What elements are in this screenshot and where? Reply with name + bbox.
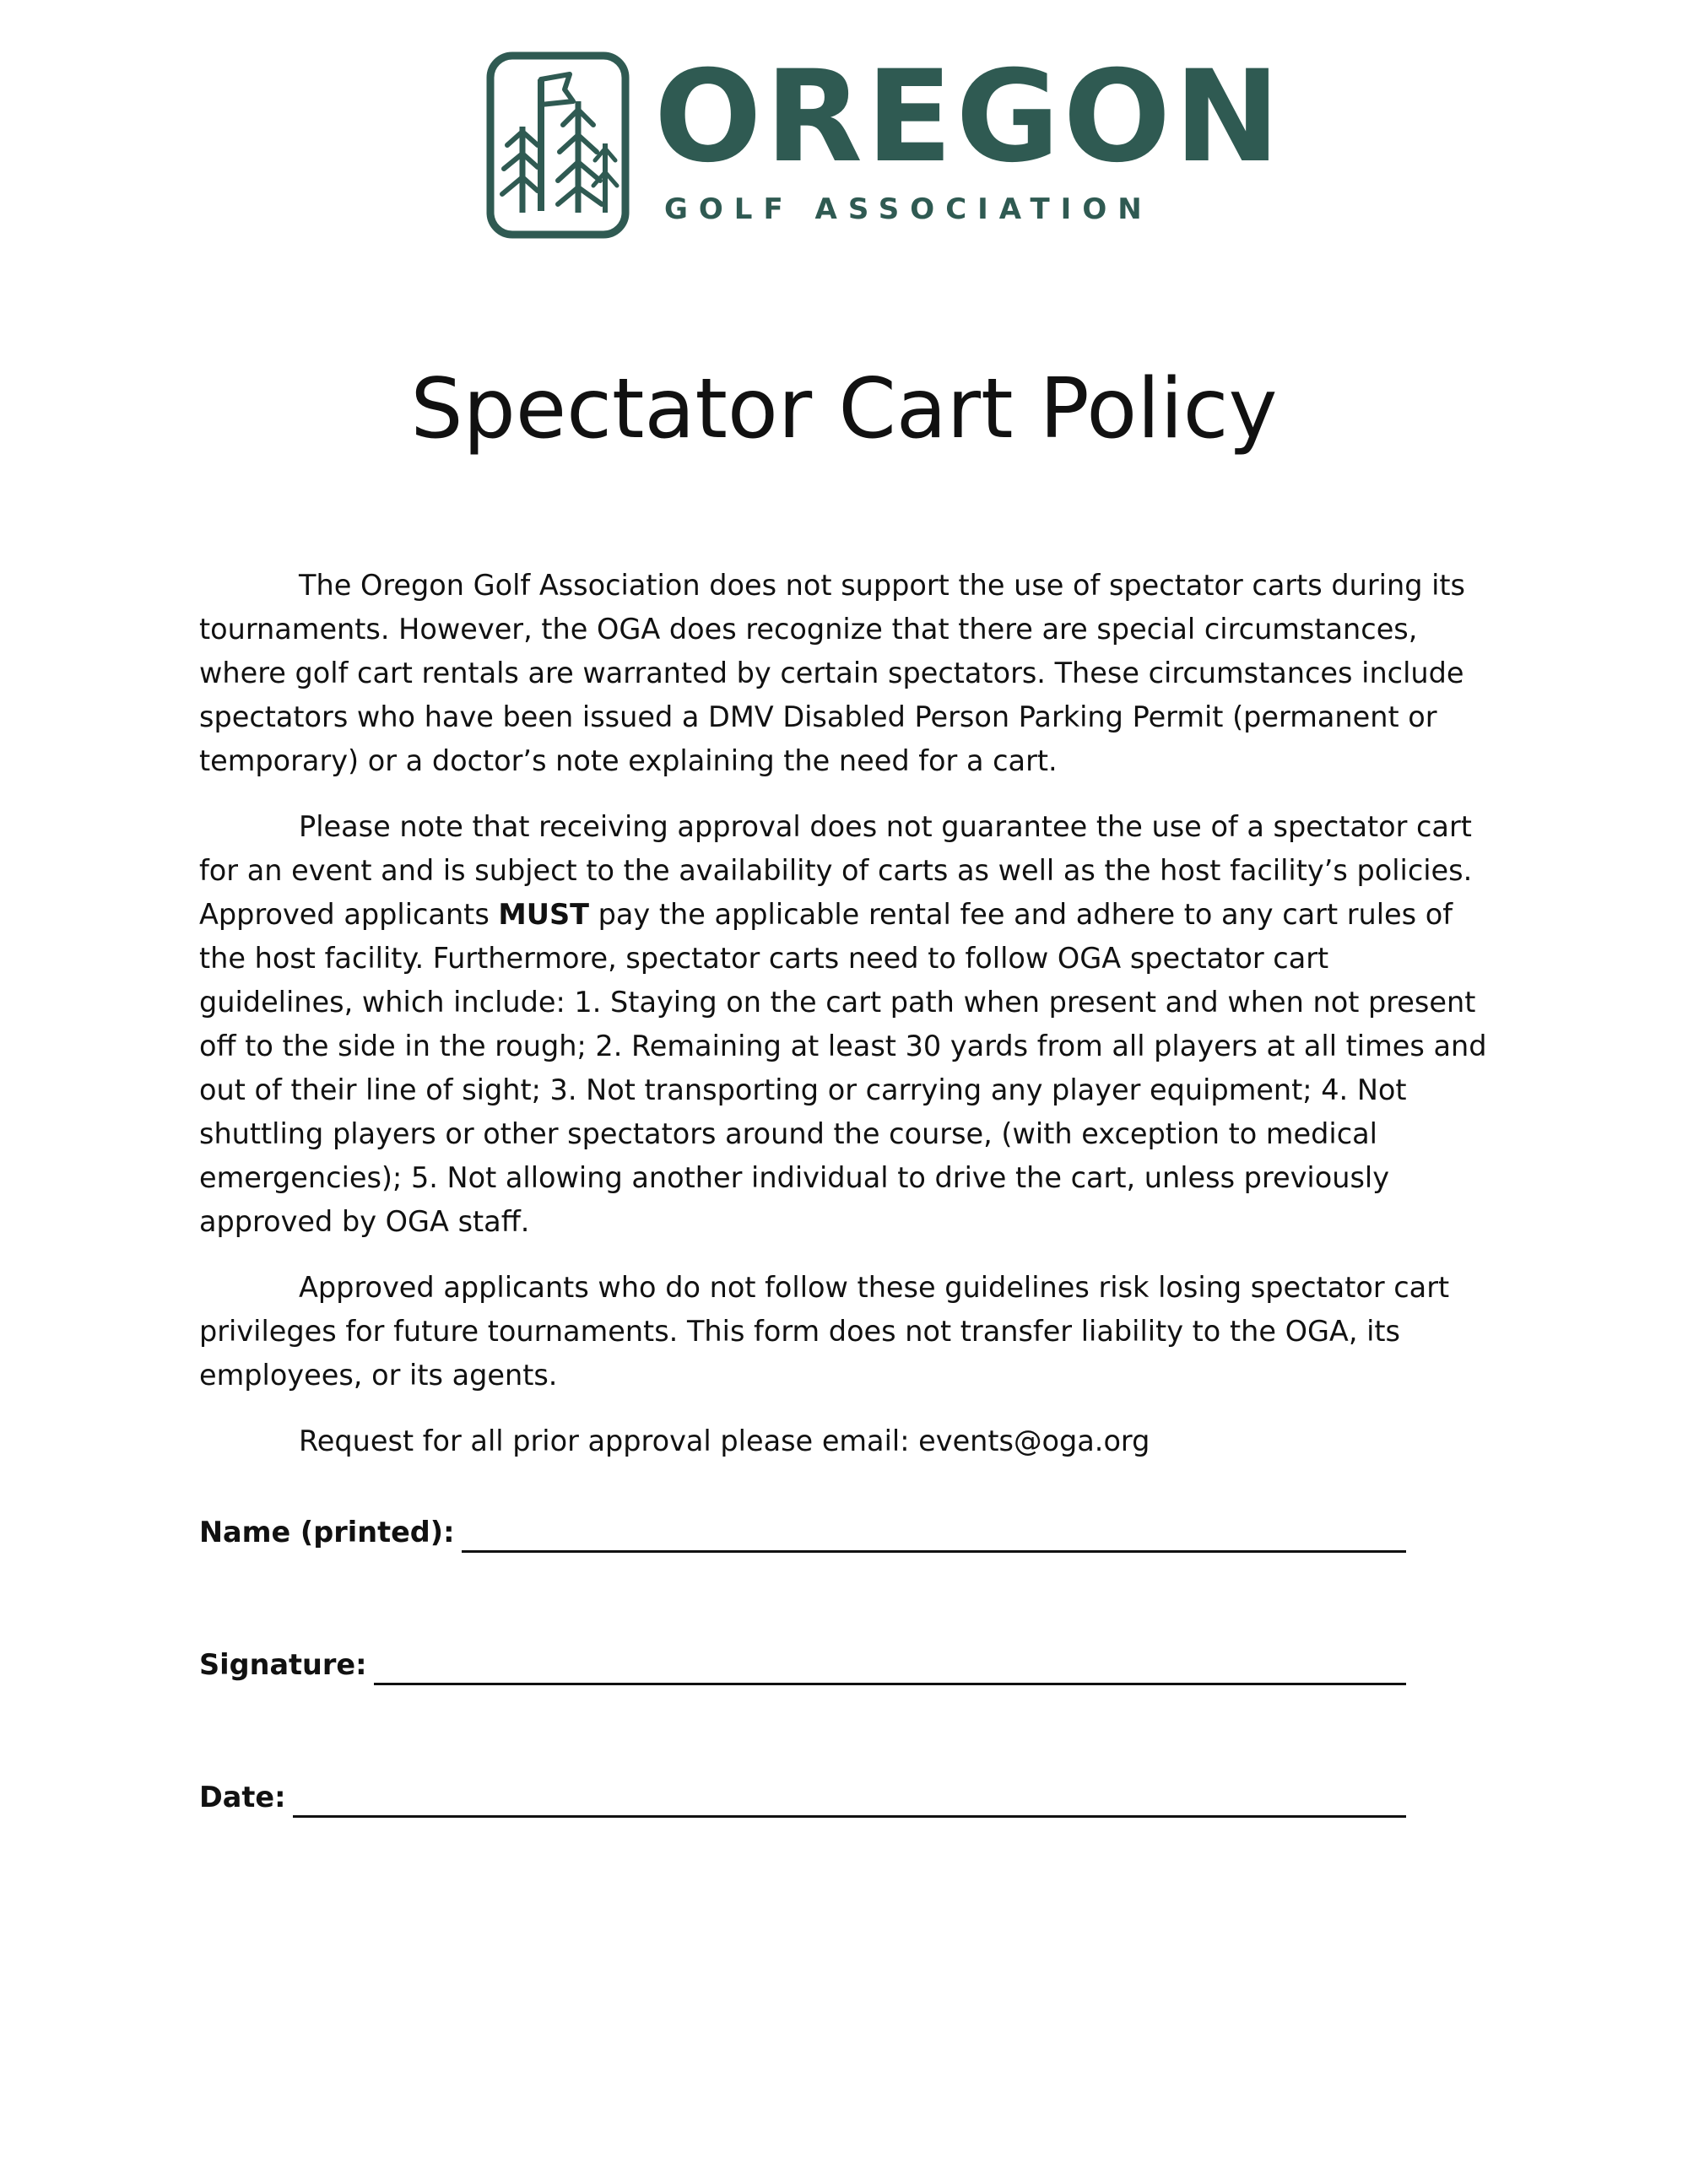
policy-paragraph-1: The Oregon Golf Association does not support the use of spectator carts during its tournaments. However, the OGA does recognize that there are special circumstances, where golf cart rentals are warranted by certain spectators. These circumstances include spectators who have been issued a DMV Disabled Person Parking Permit (permanent or temporary) or a doctor’s note explaining the need for a cart.	[199, 569, 1466, 777]
name-field[interactable]	[199, 1511, 1406, 1553]
paragraph-2-text-start: Please note that receiving approval does not guarantee the use of a spectator cart for an event and is subject to the availability of carts as well as the host facility’s policies. Approved applicants	[199, 810, 1473, 931]
policy-paragraph-2	[199, 805, 1491, 1244]
date-field-line[interactable]	[293, 1785, 1406, 1818]
oga-logo	[485, 44, 1284, 245]
name-field-line[interactable]	[462, 1520, 1407, 1553]
logo-tagline: GOLF ASSOCIATION	[664, 192, 1153, 226]
signature-field-line[interactable]	[374, 1652, 1406, 1685]
signature-field-label: Signature:	[199, 1648, 367, 1681]
date-field[interactable]	[199, 1776, 1406, 1818]
logo-wordmark: OREGON	[654, 44, 1284, 191]
policy-body	[199, 564, 1491, 1485]
date-field-label: Date:	[199, 1781, 286, 1814]
policy-paragraph-4: Request for all prior approval please email: events@oga.org	[299, 1424, 1150, 1457]
signature-field[interactable]	[199, 1643, 1406, 1685]
paragraph-2-text-end: pay the applicable rental fee and adhere to any cart rules of the host facility. Furthermore, spectator carts need to follow OGA spectator cart guidelines, which include: 1. Staying on the cart path when present and when not present off to the side in the rough; 2. Remaining at least 30 yards from all players at all times and out of their line of sight; 3. Not transporting or carrying any player equipment; 4. Not shuttling players or other spectators around the course, (with exception to medical emergencies); 5. Not allowing another individual to drive the cart, unless previously approved by OGA staff.	[199, 898, 1487, 1238]
must-emphasis: MUST	[498, 898, 589, 931]
name-field-label: Name (printed):	[199, 1516, 455, 1549]
page-title: Spectator Cart Policy	[410, 361, 1278, 457]
policy-paragraph-3: Approved applicants who do not follow these guidelines risk losing spectator cart privileges for future tournaments. This form does not transfer liability to the OGA, its employees, or its agents.	[199, 1271, 1450, 1392]
oga-emblem-icon	[485, 51, 630, 240]
